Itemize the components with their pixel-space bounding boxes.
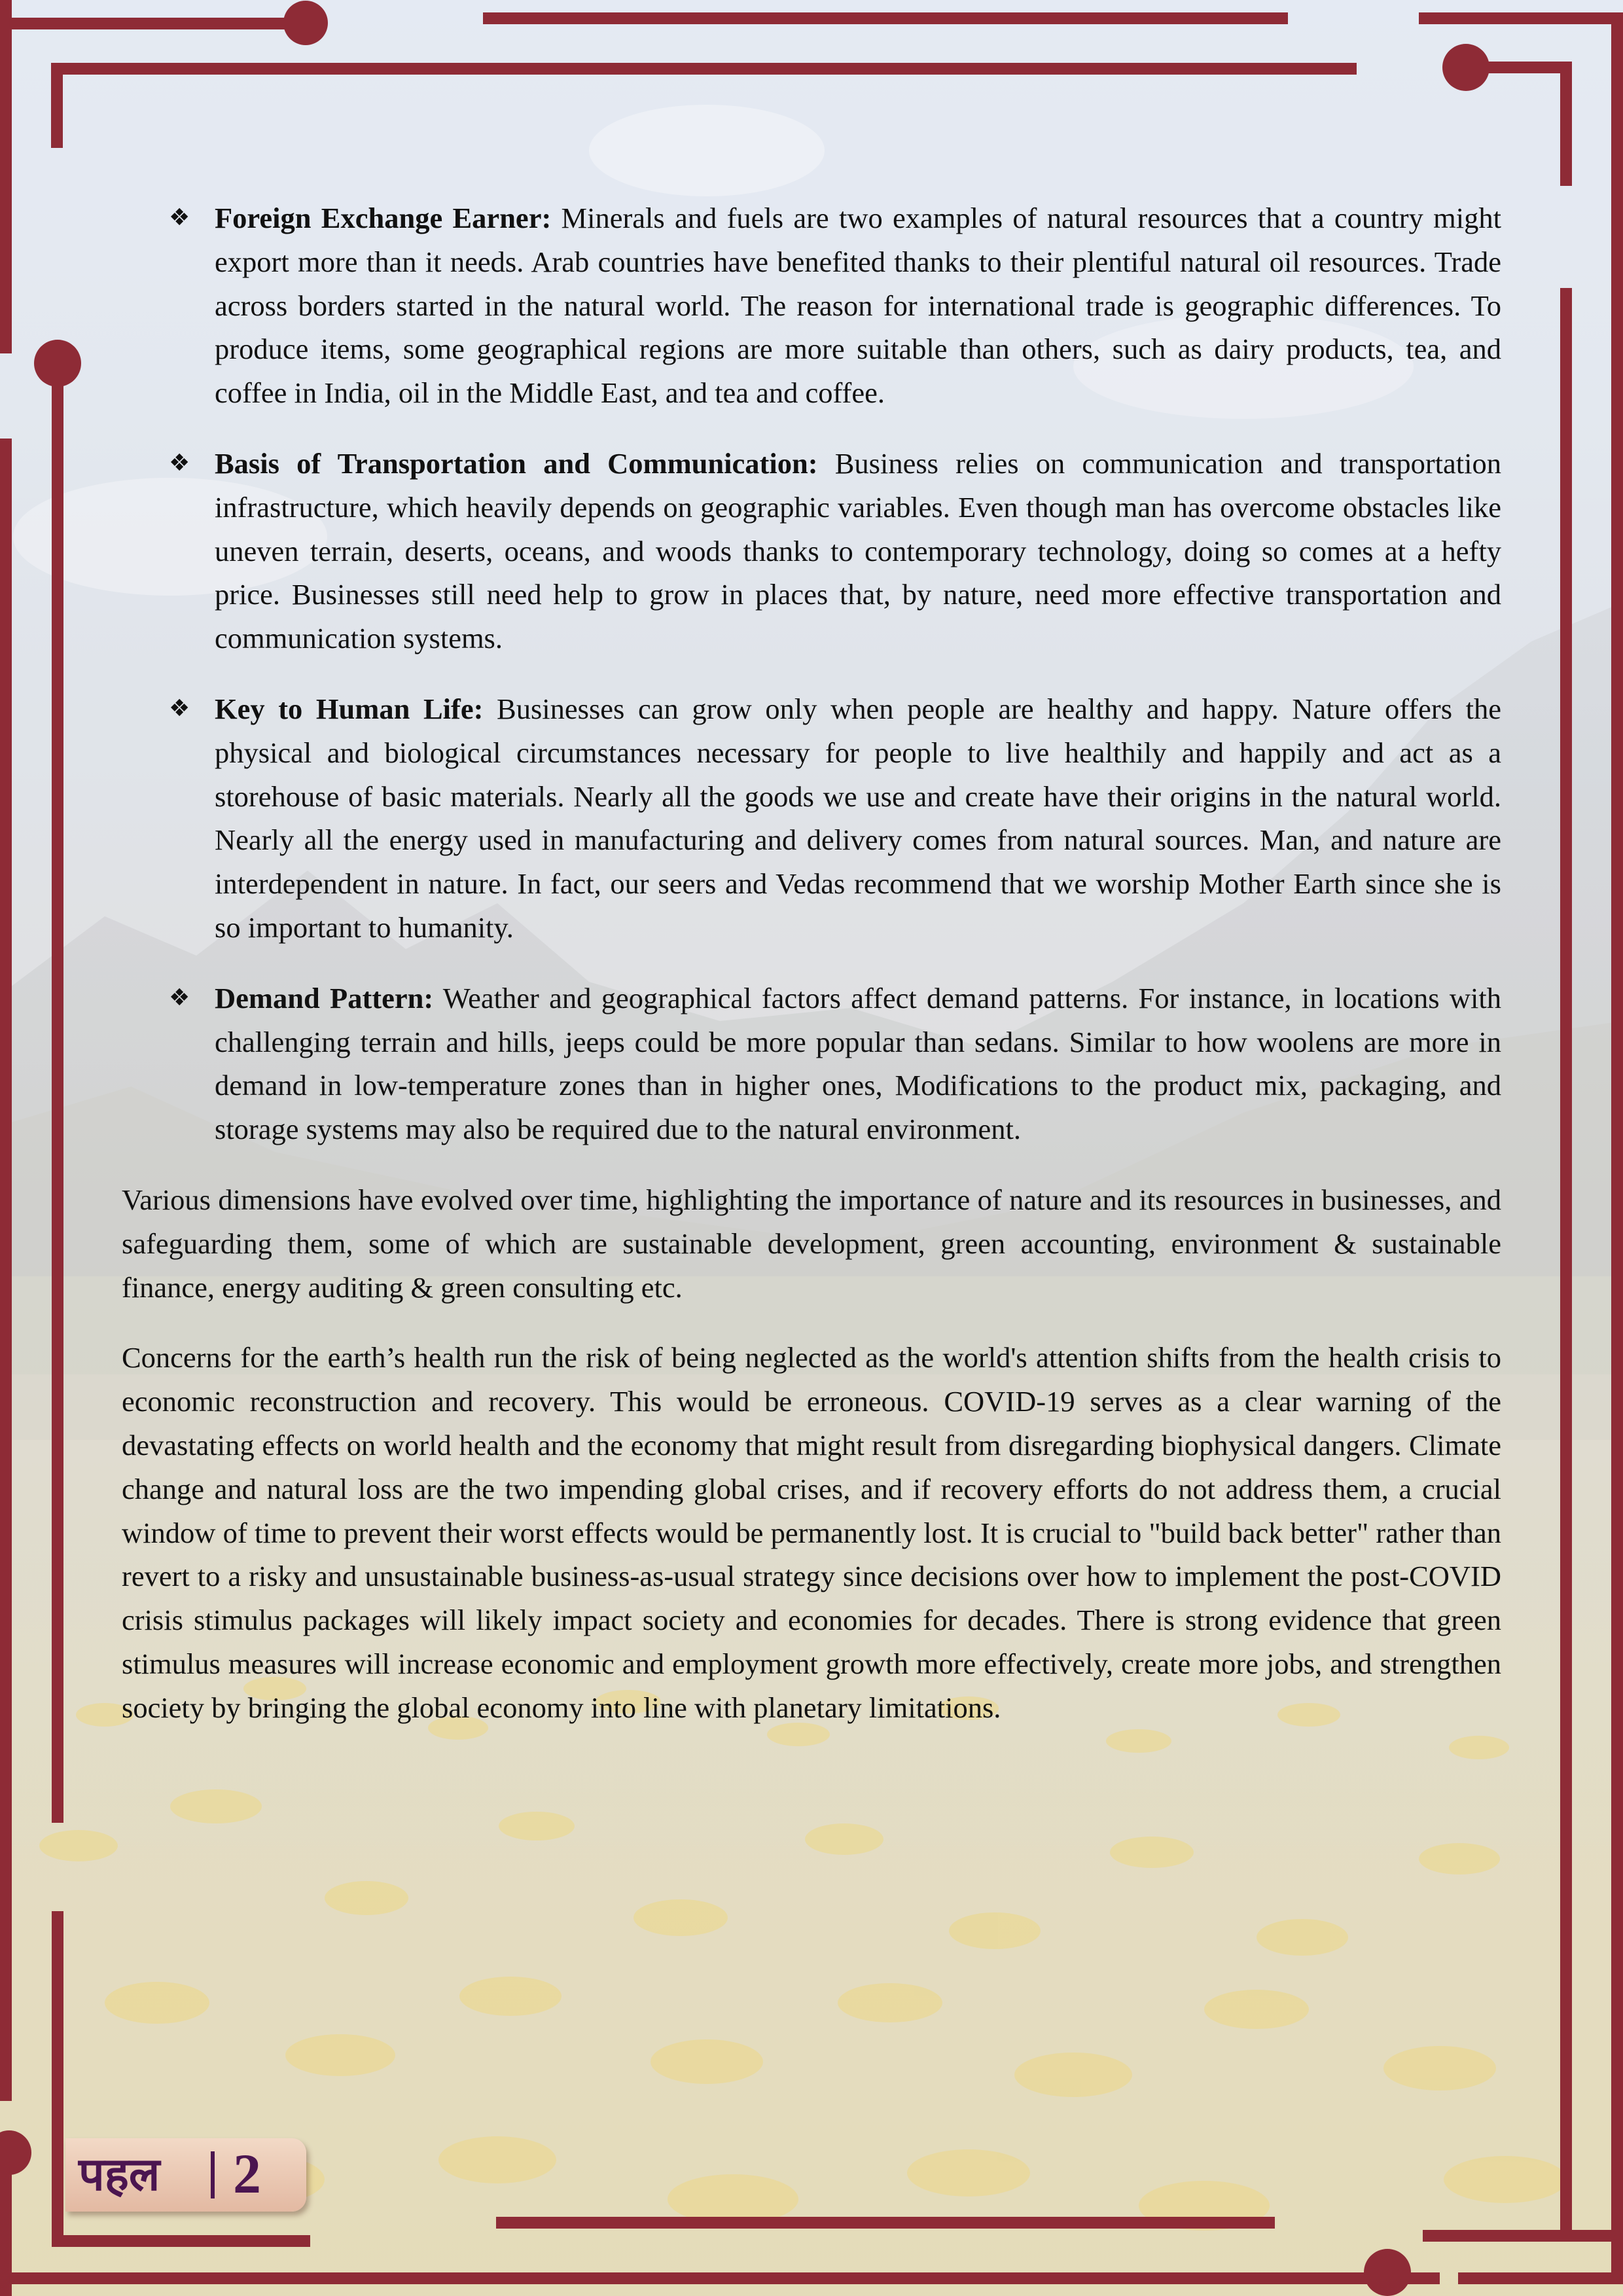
paragraph-dimensions: Various dimensions have evolved over time, highlighting the importance of nature and its resources in businesses, and safeguarding them, some of which are sustainable development, green accounting, environment & sustainable finance, energy auditing & green consulting etc.: [122, 1183, 1501, 1304]
publication-name: पहल: [79, 2147, 160, 2201]
bullet-transportation-communication: [122, 442, 1501, 660]
paragraph-covid-recovery: Concerns for the earth’s health run the risk of being neglected as the world's attention shifts from the health crisis to economic reconstruction and recovery. This would be erroneous. COVID-19 serves as a clear warning of the devastating effects on world health and the economy that might result from disregarding biophysical dangers. Climate change and natural loss are the two impending global crises, and if recovery efforts do not address them, a crucial window of time to prevent their worst effects would be permanently lost. It is crucial to "build back better" rather than revert to a risky and unsustainable business-as-usual strategy since decisions over how to implement the post-COVID crisis stimulus packages will likely impact society and economies for decades. There is strong evidence that green stimulus measures will increase economic and employment growth more effectively, create more jobs, and strengthen society by bringing the global economy into line with planetary limitations.: [122, 1341, 1501, 1724]
diamond-bullet-icon: ❖: [169, 984, 190, 1011]
badge-divider: [211, 2151, 215, 2198]
page-number: 2: [233, 2142, 261, 2205]
bullet-text: Minerals and fuels are two examples of natural resources that a country might export more than it needs. Arab countries have benefited thanks to their plentiful natural oil resources. Trade across borders started in the natural world. The reason for international trade is geographic differences. To produce items, some geographical regions are more suitable than others, such as dairy products, tea, and coffee in India, oil in the Middle East, and tea and coffee.: [215, 202, 1501, 410]
bullet-list: [122, 196, 1501, 1151]
main-content: [122, 196, 1501, 1757]
bullet-text: Business relies on communication and transportation infrastructure, which heavily depends on geographic variables. Even though man has overcome obstacles like uneven terrain, deserts, oceans, and woods thanks to contemporary technology, doing so comes at a hefty price. Businesses still need help to grow in places that, by nature, need more effective transportation and communication systems.: [215, 446, 1501, 655]
bullet-text: Weather and geographical factors affect demand patterns. For instance, in locations with challenging terrain and hills, jeeps could be more popular than sedans. Similar to how woolens are more in demand in low-temperature zones than in higher ones, Modifications to the product mix, packaging, and storage systems may also be required due to the natural environment.: [215, 981, 1501, 1146]
page-footer-badge: [65, 2138, 306, 2212]
bullet-key-to-human-life: [122, 687, 1501, 950]
bullet-demand-pattern: [122, 977, 1501, 1151]
bullet-term: Demand Pattern:: [215, 981, 434, 1014]
bullet-term: Basis of Transportation and Communication:: [215, 446, 818, 480]
diamond-bullet-icon: ❖: [169, 204, 190, 231]
bullet-foreign-exchange-earner: [122, 196, 1501, 415]
diamond-bullet-icon: ❖: [169, 694, 190, 722]
bullet-term: Key to Human Life:: [215, 692, 484, 725]
bullet-term: Foreign Exchange Earner:: [215, 202, 552, 234]
diamond-bullet-icon: ❖: [169, 449, 190, 476]
bullet-text: Businesses can grow only when people are healthy and happy. Nature offers the physical and biological circumstances necessary for people to live healthily and happily and act as a storehouse of basic materials. Nearly all the goods we use and create have their origins in the natural world. Nearly all the energy used in manufacturing and delivery comes from natural sources. Man, and nature are interdependent in nature. In fact, our seers and Vedas recommend that we worship Mother Earth since she is so important to humanity.: [215, 692, 1501, 944]
